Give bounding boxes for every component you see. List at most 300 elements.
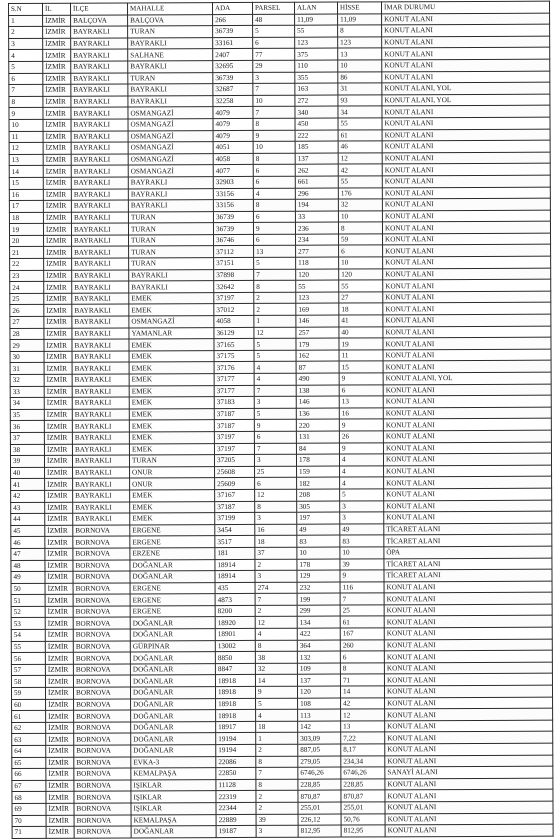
cell-ada: 37197 bbox=[214, 292, 254, 304]
cell-il: İZMİR bbox=[44, 455, 72, 467]
cell-ilce: BAYRAKLI bbox=[71, 188, 128, 200]
cell-parsel: 1 bbox=[254, 315, 296, 327]
cell-ada: 4051 bbox=[213, 142, 253, 154]
cell-parsel: 32 bbox=[255, 663, 297, 675]
cell-ada: 4079 bbox=[213, 118, 253, 130]
cell-alan: 55 bbox=[296, 280, 339, 292]
cell-sn: 29 bbox=[10, 340, 44, 352]
cell-parsel: 8 bbox=[255, 640, 297, 652]
cell-il: İZMİR bbox=[46, 722, 74, 734]
cell-mahalle: EMEK bbox=[129, 362, 214, 374]
cell-ada: 18918 bbox=[215, 675, 255, 687]
document-page bbox=[8, 1, 553, 839]
cell-ilce: BAYRAKLI bbox=[72, 304, 129, 316]
cell-il: İZMİR bbox=[45, 560, 73, 572]
cell-ada: 19194 bbox=[216, 744, 256, 756]
cell-hisse: 4 bbox=[339, 454, 383, 466]
cell-il: İZMİR bbox=[45, 652, 73, 664]
cell-ada: 266 bbox=[213, 14, 253, 26]
cell-mahalle: IŞIKLAR bbox=[131, 803, 216, 815]
cell-sn: 68 bbox=[12, 792, 46, 804]
cell-mahalle: DOĞANLAR bbox=[131, 710, 216, 722]
cell-ada: 3517 bbox=[215, 536, 255, 548]
cell-ada: 36746 bbox=[214, 234, 254, 246]
cell-imar-durumu: TİCARET ALANI bbox=[384, 558, 552, 570]
cell-il: İZMİR bbox=[46, 780, 74, 792]
cell-parsel: 2 bbox=[254, 292, 296, 304]
cell-ilce: BAYRAKLI bbox=[71, 96, 128, 108]
cell-il: İZMİR bbox=[45, 525, 73, 537]
cell-ilce: BORNOVA bbox=[73, 559, 130, 571]
cell-alan: 33 bbox=[295, 211, 338, 223]
cell-sn: 24 bbox=[10, 282, 44, 294]
cell-imar-durumu: KONUT ALANI bbox=[384, 639, 552, 651]
cell-il: İZMİR bbox=[44, 397, 72, 409]
cell-ada: 33161 bbox=[213, 37, 253, 49]
cell-sn: 64 bbox=[12, 745, 46, 757]
cell-il: İZMİR bbox=[43, 61, 71, 73]
cell-mahalle: DOĞANLAR bbox=[130, 687, 215, 699]
cell-hisse: 42 bbox=[338, 164, 382, 176]
cell-il: İZMİR bbox=[44, 281, 72, 293]
cell-ada: 33156 bbox=[213, 200, 253, 212]
cell-ada: 36739 bbox=[213, 26, 253, 38]
cell-il: İZMİR bbox=[44, 409, 72, 421]
cell-ilce: BAYRAKLI bbox=[71, 154, 128, 166]
cell-alan: 262 bbox=[295, 164, 338, 176]
cell-alan: 108 bbox=[298, 698, 341, 710]
cell-mahalle: TURAN bbox=[129, 234, 214, 246]
cell-imar-durumu: KONUT ALANI bbox=[382, 175, 550, 187]
cell-ilce: BAYRAKLI bbox=[72, 397, 129, 409]
cell-alan: 355 bbox=[295, 72, 338, 84]
cell-hisse: 13 bbox=[339, 396, 383, 408]
cell-sn: 17 bbox=[9, 200, 43, 212]
cell-sn: 62 bbox=[12, 722, 46, 734]
cell-sn: 55 bbox=[11, 641, 45, 653]
cell-alan: 113 bbox=[298, 709, 341, 721]
cell-mahalle: DOĞANLAR bbox=[130, 617, 215, 629]
cell-sn: 36 bbox=[10, 421, 44, 433]
cell-imar-durumu: KONUT ALANI bbox=[384, 674, 552, 686]
cell-alan: 277 bbox=[296, 246, 339, 258]
cell-hisse: 55 bbox=[339, 280, 383, 292]
cell-ada: 37187 bbox=[214, 408, 254, 420]
cell-alan: 222 bbox=[295, 130, 338, 142]
cell-imar-durumu: KONUT ALANI bbox=[382, 221, 550, 233]
header-parsel: PARSEL bbox=[252, 2, 294, 14]
cell-ilce: BORNOVA bbox=[73, 617, 130, 629]
cell-parsel: 6 bbox=[253, 37, 295, 49]
cell-il: İZMİR bbox=[43, 189, 71, 201]
cell-alan: 110 bbox=[295, 60, 338, 72]
cell-mahalle: EMEK bbox=[129, 408, 214, 420]
cell-parsel: 3 bbox=[255, 512, 297, 524]
cell-ada: 32903 bbox=[213, 176, 253, 188]
cell-ada: 37197 bbox=[214, 443, 254, 455]
cell-hisse: 6 bbox=[339, 384, 383, 396]
cell-ada: 18918 bbox=[216, 698, 256, 710]
cell-alan: 49 bbox=[297, 524, 340, 536]
cell-mahalle: EMEK bbox=[129, 350, 214, 362]
cell-alan: 137 bbox=[297, 674, 340, 686]
cell-alan: 812,95 bbox=[298, 825, 341, 837]
cell-sn: 38 bbox=[10, 444, 44, 456]
cell-il: İZMİR bbox=[44, 258, 72, 270]
cell-parsel: 39 bbox=[256, 814, 298, 826]
cell-imar-durumu: KONUT ALANI bbox=[385, 755, 553, 767]
cell-il: İZMİR bbox=[43, 26, 71, 38]
cell-il: İZMİR bbox=[44, 351, 72, 363]
cell-mahalle: TURAN bbox=[129, 246, 214, 258]
cell-parsel: 10 bbox=[253, 141, 295, 153]
cell-il: İZMİR bbox=[45, 687, 73, 699]
cell-imar-durumu: KONUT ALANI bbox=[382, 210, 550, 222]
cell-imar-durumu: SANAYİ ALANI bbox=[385, 766, 553, 778]
cell-parsel: 2 bbox=[256, 744, 298, 756]
cell-parsel: 5 bbox=[254, 338, 296, 350]
cell-il: İZMİR bbox=[45, 664, 73, 676]
cell-imar-durumu: KONUT ALANI bbox=[383, 337, 551, 349]
cell-il: İZMİR bbox=[45, 583, 73, 595]
cell-hisse: 34 bbox=[338, 106, 382, 118]
cell-sn: 39 bbox=[10, 456, 44, 468]
cell-il: İZMİR bbox=[45, 479, 73, 491]
cell-il: İZMİR bbox=[45, 618, 73, 630]
cell-il: İZMİR bbox=[44, 328, 72, 340]
cell-hisse: 255,01 bbox=[341, 802, 385, 814]
cell-ilce: BORNOVA bbox=[74, 791, 131, 803]
cell-mahalle: EMEK bbox=[129, 339, 214, 351]
cell-il: İZMİR bbox=[43, 224, 71, 236]
cell-ilce: BORNOVA bbox=[74, 733, 131, 745]
cell-mahalle: EMEK bbox=[130, 501, 215, 513]
cell-ilce: BORNOVA bbox=[73, 675, 130, 687]
cell-alan: 255,01 bbox=[298, 802, 341, 814]
cell-mahalle: BAYRAKLI bbox=[128, 84, 213, 96]
cell-ilce: BAYRAKLI bbox=[72, 420, 129, 432]
cell-alan: 194 bbox=[295, 199, 338, 211]
cell-imar-durumu: KONUT ALANI bbox=[382, 198, 550, 210]
cell-alan: 197 bbox=[297, 512, 340, 524]
cell-ada: 22319 bbox=[216, 791, 256, 803]
cell-parsel: 4 bbox=[255, 628, 297, 640]
cell-mahalle: BALÇOVA bbox=[128, 14, 213, 26]
cell-ilce: BAYRAKLI bbox=[72, 316, 129, 328]
cell-ada: 37165 bbox=[214, 339, 254, 351]
cell-imar-durumu: TİCARET ALANI bbox=[384, 569, 552, 581]
cell-il: İZMİR bbox=[43, 84, 71, 96]
cell-alan: 55 bbox=[295, 25, 338, 37]
cell-alan: 272 bbox=[295, 95, 338, 107]
cell-hisse: 6 bbox=[340, 651, 384, 663]
cell-ada: 22850 bbox=[216, 768, 256, 780]
cell-ilce: BAYRAKLI bbox=[73, 513, 130, 525]
cell-hisse: 9 bbox=[339, 373, 383, 385]
cell-imar-durumu: KONUT ALANI bbox=[384, 500, 552, 512]
cell-il: İZMİR bbox=[46, 710, 74, 722]
cell-ada: 36129 bbox=[214, 327, 254, 339]
cell-ada: 25608 bbox=[215, 466, 255, 478]
cell-parsel: 12 bbox=[255, 489, 297, 501]
cell-il: İZMİR bbox=[46, 768, 74, 780]
cell-alan: 490 bbox=[296, 373, 339, 385]
cell-alan: 303,09 bbox=[298, 732, 341, 744]
cell-mahalle: EMEK bbox=[130, 513, 215, 525]
cell-ada: 3454 bbox=[215, 524, 255, 536]
cell-il: İZMİR bbox=[44, 432, 72, 444]
header-hisse: HİSSE bbox=[337, 2, 381, 14]
cell-alan: 208 bbox=[297, 489, 340, 501]
cell-sn: 3 bbox=[9, 38, 43, 50]
cell-imar-durumu: TİCARET ALANI bbox=[384, 523, 552, 535]
cell-mahalle: DOĞANLAR bbox=[130, 663, 215, 675]
cell-parsel: 8 bbox=[256, 779, 298, 791]
cell-mahalle: EMEK bbox=[129, 420, 214, 432]
cell-ada: 32642 bbox=[214, 281, 254, 293]
cell-sn: 8 bbox=[9, 96, 43, 108]
cell-il: İZMİR bbox=[46, 792, 74, 804]
cell-alan: 299 bbox=[297, 605, 340, 617]
cell-il: İZMİR bbox=[43, 15, 71, 27]
cell-hisse: 12 bbox=[338, 153, 382, 165]
cell-ada: 18917 bbox=[216, 721, 256, 733]
cell-hisse: 228,85 bbox=[341, 779, 385, 791]
cell-imar-durumu: KONUT ALANI bbox=[383, 245, 551, 257]
cell-hisse: 41 bbox=[339, 315, 383, 327]
cell-sn: 53 bbox=[11, 618, 45, 630]
cell-ada: 37197 bbox=[214, 431, 254, 443]
cell-parsel: 6 bbox=[253, 176, 295, 188]
header-alan: ALAN bbox=[294, 2, 337, 14]
cell-sn: 60 bbox=[12, 699, 46, 711]
cell-imar-durumu: KONUT ALANI bbox=[385, 790, 553, 802]
cell-sn: 43 bbox=[11, 502, 45, 514]
cell-parsel: 6 bbox=[253, 165, 295, 177]
header-sn: S.N bbox=[9, 3, 43, 15]
cell-mahalle: ERZENE bbox=[130, 548, 215, 560]
cell-imar-durumu: KONUT ALANI bbox=[382, 129, 550, 141]
cell-imar-durumu: KONUT ALANI bbox=[382, 24, 550, 36]
cell-ada: 36739 bbox=[213, 211, 253, 223]
cell-imar-durumu: KONUT ALANI bbox=[382, 187, 550, 199]
cell-parsel: 3 bbox=[256, 825, 298, 837]
cell-imar-durumu: KONUT ALANI bbox=[384, 685, 552, 697]
cell-parsel: 9 bbox=[253, 223, 295, 235]
cell-il: İZMİR bbox=[46, 826, 74, 838]
parcel-table bbox=[8, 1, 554, 839]
cell-imar-durumu: KONUT ALANI bbox=[384, 592, 552, 604]
cell-sn: 4 bbox=[9, 50, 43, 62]
cell-ada: 37175 bbox=[214, 350, 254, 362]
cell-ilce: BAYRAKLI bbox=[72, 444, 129, 456]
cell-alan: 232 bbox=[297, 582, 340, 594]
cell-imar-durumu: KONUT ALANI bbox=[383, 430, 551, 442]
cell-sn: 70 bbox=[12, 815, 46, 827]
cell-il: İZMİR bbox=[44, 421, 72, 433]
cell-il: İZMİR bbox=[45, 467, 73, 479]
header-ilce: İLÇE bbox=[71, 3, 128, 15]
cell-imar-durumu: KONUT ALANI bbox=[382, 140, 550, 152]
cell-alan: 129 bbox=[297, 570, 340, 582]
cell-parsel: 48 bbox=[253, 14, 295, 26]
cell-alan: 84 bbox=[296, 443, 339, 455]
cell-parsel: 38 bbox=[255, 651, 297, 663]
cell-mahalle: IŞIKLAR bbox=[131, 791, 216, 803]
cell-ada: 22344 bbox=[216, 802, 256, 814]
cell-ada: 18914 bbox=[215, 571, 255, 583]
cell-ilce: BORNOVA bbox=[73, 629, 130, 641]
cell-mahalle: BAYRAKLI bbox=[129, 269, 214, 281]
cell-mahalle: EMEK bbox=[129, 304, 214, 316]
cell-ilce: BORNOVA bbox=[73, 583, 130, 595]
cell-il: İZMİR bbox=[43, 142, 71, 154]
cell-il: İZMİR bbox=[45, 537, 73, 549]
cell-mahalle: SALHANE bbox=[128, 49, 213, 61]
cell-hisse: 13 bbox=[341, 721, 385, 733]
cell-ilce: BORNOVA bbox=[73, 641, 130, 653]
cell-imar-durumu: KONUT ALANI bbox=[385, 778, 553, 790]
cell-imar-durumu: ÖPA bbox=[384, 546, 552, 558]
cell-alan: 136 bbox=[296, 408, 339, 420]
cell-ada: 37167 bbox=[215, 489, 255, 501]
cell-sn: 27 bbox=[10, 316, 44, 328]
cell-hisse: 12 bbox=[341, 709, 385, 721]
cell-ada: 37898 bbox=[214, 269, 254, 281]
cell-il: İZMİR bbox=[44, 270, 72, 282]
cell-il: İZMİR bbox=[43, 177, 71, 189]
cell-il: İZMİR bbox=[44, 247, 72, 259]
cell-mahalle: ERGENE bbox=[130, 536, 215, 548]
cell-imar-durumu: KONUT ALANI bbox=[383, 349, 551, 361]
cell-il: İZMİR bbox=[46, 803, 74, 815]
cell-mahalle: TURAN bbox=[128, 223, 213, 235]
cell-alan: 163 bbox=[295, 83, 338, 95]
cell-ada: 36739 bbox=[213, 223, 253, 235]
cell-imar-durumu: KONUT ALANI bbox=[383, 384, 551, 396]
cell-hisse: 5 bbox=[340, 489, 384, 501]
cell-sn: 44 bbox=[11, 513, 45, 525]
cell-sn: 47 bbox=[11, 548, 45, 560]
cell-sn: 35 bbox=[10, 409, 44, 421]
cell-sn: 71 bbox=[12, 826, 46, 838]
cell-mahalle: EMEK bbox=[129, 443, 214, 455]
cell-ilce: BORNOVA bbox=[73, 536, 130, 548]
cell-sn: 49 bbox=[11, 571, 45, 583]
cell-ada: 37205 bbox=[214, 455, 254, 467]
cell-sn: 40 bbox=[11, 467, 45, 479]
cell-alan: 118 bbox=[296, 257, 339, 269]
cell-ilce: BORNOVA bbox=[73, 652, 130, 664]
cell-hisse: 26 bbox=[339, 431, 383, 443]
cell-imar-durumu: KONUT ALANI bbox=[385, 708, 553, 720]
cell-hisse: 46 bbox=[338, 141, 382, 153]
cell-ada: 37183 bbox=[214, 397, 254, 409]
cell-alan: 179 bbox=[296, 338, 339, 350]
cell-imar-durumu: KONUT ALANI bbox=[383, 233, 551, 245]
cell-il: İZMİR bbox=[46, 745, 74, 757]
cell-hisse: 32 bbox=[338, 199, 382, 211]
cell-il: İZMİR bbox=[44, 293, 72, 305]
cell-ilce: BAYRAKLI bbox=[71, 107, 128, 119]
cell-mahalle: TURAN bbox=[128, 72, 213, 84]
cell-parsel: 7 bbox=[254, 385, 296, 397]
cell-sn: 14 bbox=[9, 166, 43, 178]
cell-imar-durumu: KONUT ALANI bbox=[385, 720, 553, 732]
cell-hisse: 15 bbox=[339, 361, 383, 373]
cell-ilce: BAYRAKLI bbox=[71, 38, 128, 50]
cell-mahalle: BAYRAKLI bbox=[129, 281, 214, 293]
cell-alan: 228,85 bbox=[298, 779, 341, 791]
cell-il: İZMİR bbox=[43, 131, 71, 143]
cell-imar-durumu: KONUT ALANI bbox=[385, 732, 553, 744]
cell-hisse: 7 bbox=[340, 593, 384, 605]
cell-ilce: BORNOVA bbox=[73, 571, 130, 583]
cell-hisse: 86 bbox=[338, 71, 382, 83]
cell-ilce: BAYRAKLI bbox=[72, 455, 129, 467]
cell-ada: 435 bbox=[215, 582, 255, 594]
cell-mahalle: TURAN bbox=[129, 258, 214, 270]
cell-il: İZMİR bbox=[43, 108, 71, 120]
cell-parsel: 5 bbox=[254, 257, 296, 269]
cell-sn: 37 bbox=[10, 432, 44, 444]
cell-alan: 178 bbox=[296, 454, 339, 466]
cell-mahalle: OSMANGAZİ bbox=[128, 165, 213, 177]
cell-ilce: BORNOVA bbox=[74, 803, 131, 815]
cell-mahalle: OSMANGAZİ bbox=[128, 107, 213, 119]
cell-ilce: BAYRAKLI bbox=[71, 26, 128, 38]
cell-ilce: BAYRAKLI bbox=[73, 467, 130, 479]
cell-imar-durumu: KONUT ALANI bbox=[385, 743, 553, 755]
cell-il: İZMİR bbox=[44, 363, 72, 375]
cell-ada: 37176 bbox=[214, 362, 254, 374]
cell-mahalle: BAYRAKLI bbox=[128, 177, 213, 189]
cell-hisse: 234,34 bbox=[341, 755, 385, 767]
cell-ada: 4079 bbox=[213, 130, 253, 142]
cell-imar-durumu: KONUT ALANI bbox=[382, 71, 550, 83]
cell-mahalle: DOĞANLAR bbox=[131, 826, 216, 838]
cell-ilce: BAYRAKLI bbox=[72, 270, 129, 282]
cell-mahalle: BAYRAKLI bbox=[128, 188, 213, 200]
cell-hisse: 3 bbox=[340, 512, 384, 524]
cell-imar-durumu: KONUT ALANI, YOL bbox=[382, 82, 550, 94]
cell-sn: 63 bbox=[12, 734, 46, 746]
cell-alan: 11,09 bbox=[295, 14, 338, 26]
cell-imar-durumu: KONUT ALANI bbox=[384, 581, 552, 593]
cell-ada: 18918 bbox=[215, 686, 255, 698]
cell-sn: 25 bbox=[10, 293, 44, 305]
cell-il: İZMİR bbox=[45, 629, 73, 641]
cell-alan: 887,05 bbox=[298, 744, 341, 756]
cell-sn: 21 bbox=[10, 247, 44, 259]
cell-ilce: BORNOVA bbox=[73, 525, 130, 537]
cell-mahalle: YAMANLAR bbox=[129, 327, 214, 339]
cell-alan: 146 bbox=[296, 315, 339, 327]
cell-imar-durumu: KONUT ALANI bbox=[383, 279, 551, 291]
cell-hisse: 812,95 bbox=[341, 825, 385, 837]
cell-sn: 30 bbox=[10, 351, 44, 363]
cell-alan: 178 bbox=[297, 559, 340, 571]
cell-imar-durumu: KONUT ALANI bbox=[383, 303, 551, 315]
cell-parsel: 8 bbox=[255, 501, 297, 513]
cell-parsel: 10 bbox=[253, 95, 295, 107]
cell-sn: 59 bbox=[11, 687, 45, 699]
cell-sn: 69 bbox=[12, 803, 46, 815]
cell-il: İZMİR bbox=[43, 166, 71, 178]
cell-alan: 146 bbox=[296, 396, 339, 408]
header-ada: ADA bbox=[213, 2, 253, 14]
cell-il: İZMİR bbox=[45, 676, 73, 688]
